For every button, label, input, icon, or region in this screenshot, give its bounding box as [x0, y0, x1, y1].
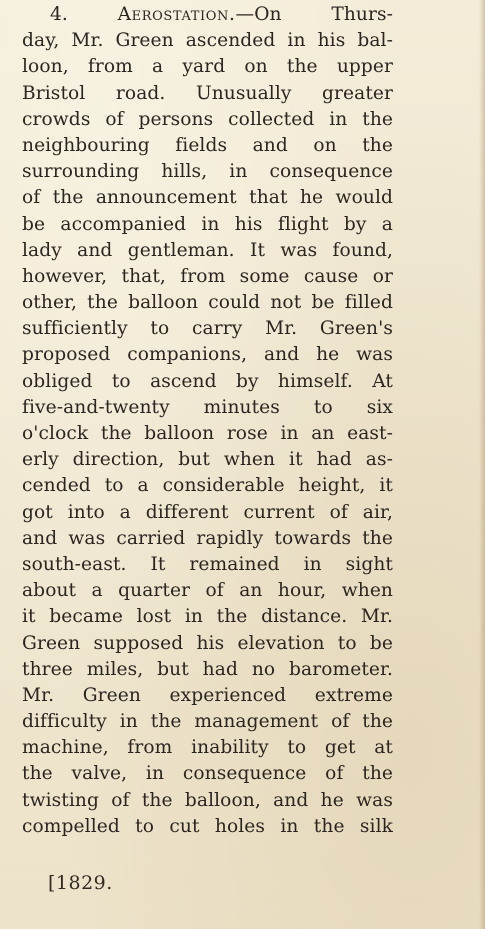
footer-date: [1829. [48, 872, 113, 894]
article-line: however, that, from some cause or [22, 265, 393, 287]
article-line: machine, from inability to get at [22, 737, 393, 759]
article-number: 4. [50, 4, 68, 25]
article-line: obliged to ascend by himself. At [22, 370, 393, 392]
article-line: Bristol road. Unusually greater [22, 82, 393, 104]
article-line: difficulty in the management of the [22, 711, 393, 733]
article-line: compelled to cut holes in the silk [22, 815, 393, 837]
article-line: it became lost in the distance. Mr. [22, 606, 393, 628]
article-line: sufficiently to carry Mr. Green's [22, 318, 393, 340]
article-line: neighbouring fields and on the [22, 134, 393, 156]
article-line: Green supposed his elevation to be [22, 632, 393, 654]
article-line: cended to a considerable height, it [22, 475, 393, 497]
article-column [22, 2, 393, 840]
article-line-text: —On Thurs- [235, 4, 393, 25]
article-line: crowds of persons collected in the [22, 108, 393, 130]
article-line: be accompanied in his flight by a [22, 213, 393, 235]
article-line: proposed companions, and he was [22, 344, 393, 366]
article-line: erly direction, but when it had as- [22, 449, 393, 471]
article-line: the valve, in consequence of the [22, 763, 393, 785]
article-line: got into a different current of air, [22, 501, 393, 523]
article-line: five-and-twenty minutes to six [22, 396, 393, 418]
article-line: day, Mr. Green ascended in his bal- [22, 30, 393, 52]
article-line: south-east. It remained in sight [22, 553, 393, 575]
article-line: about a quarter of an hour, when [22, 580, 393, 602]
article-line: twisting of the balloon, and he was [22, 789, 393, 811]
article-line: other, the balloon could not be filled [22, 292, 393, 314]
article-line: of the announcement that he would [22, 187, 393, 209]
article-line: o'clock the balloon rose in an east- [22, 423, 393, 444]
article-line: three miles, but had no barometer. [22, 658, 393, 680]
article-line: Mr. Green experienced extreme [22, 684, 393, 706]
article-line: surrounding hills, in consequence [22, 161, 393, 183]
article-line-1 [22, 2, 393, 28]
article-heading: Aerostation. [117, 4, 236, 25]
page-edge-shadow [479, 0, 485, 929]
article-line: and was carried rapidly towards the [22, 527, 393, 549]
article-line: loon, from a yard on the upper [22, 56, 393, 78]
article-line: lady and gentleman. It was found, [22, 239, 393, 261]
